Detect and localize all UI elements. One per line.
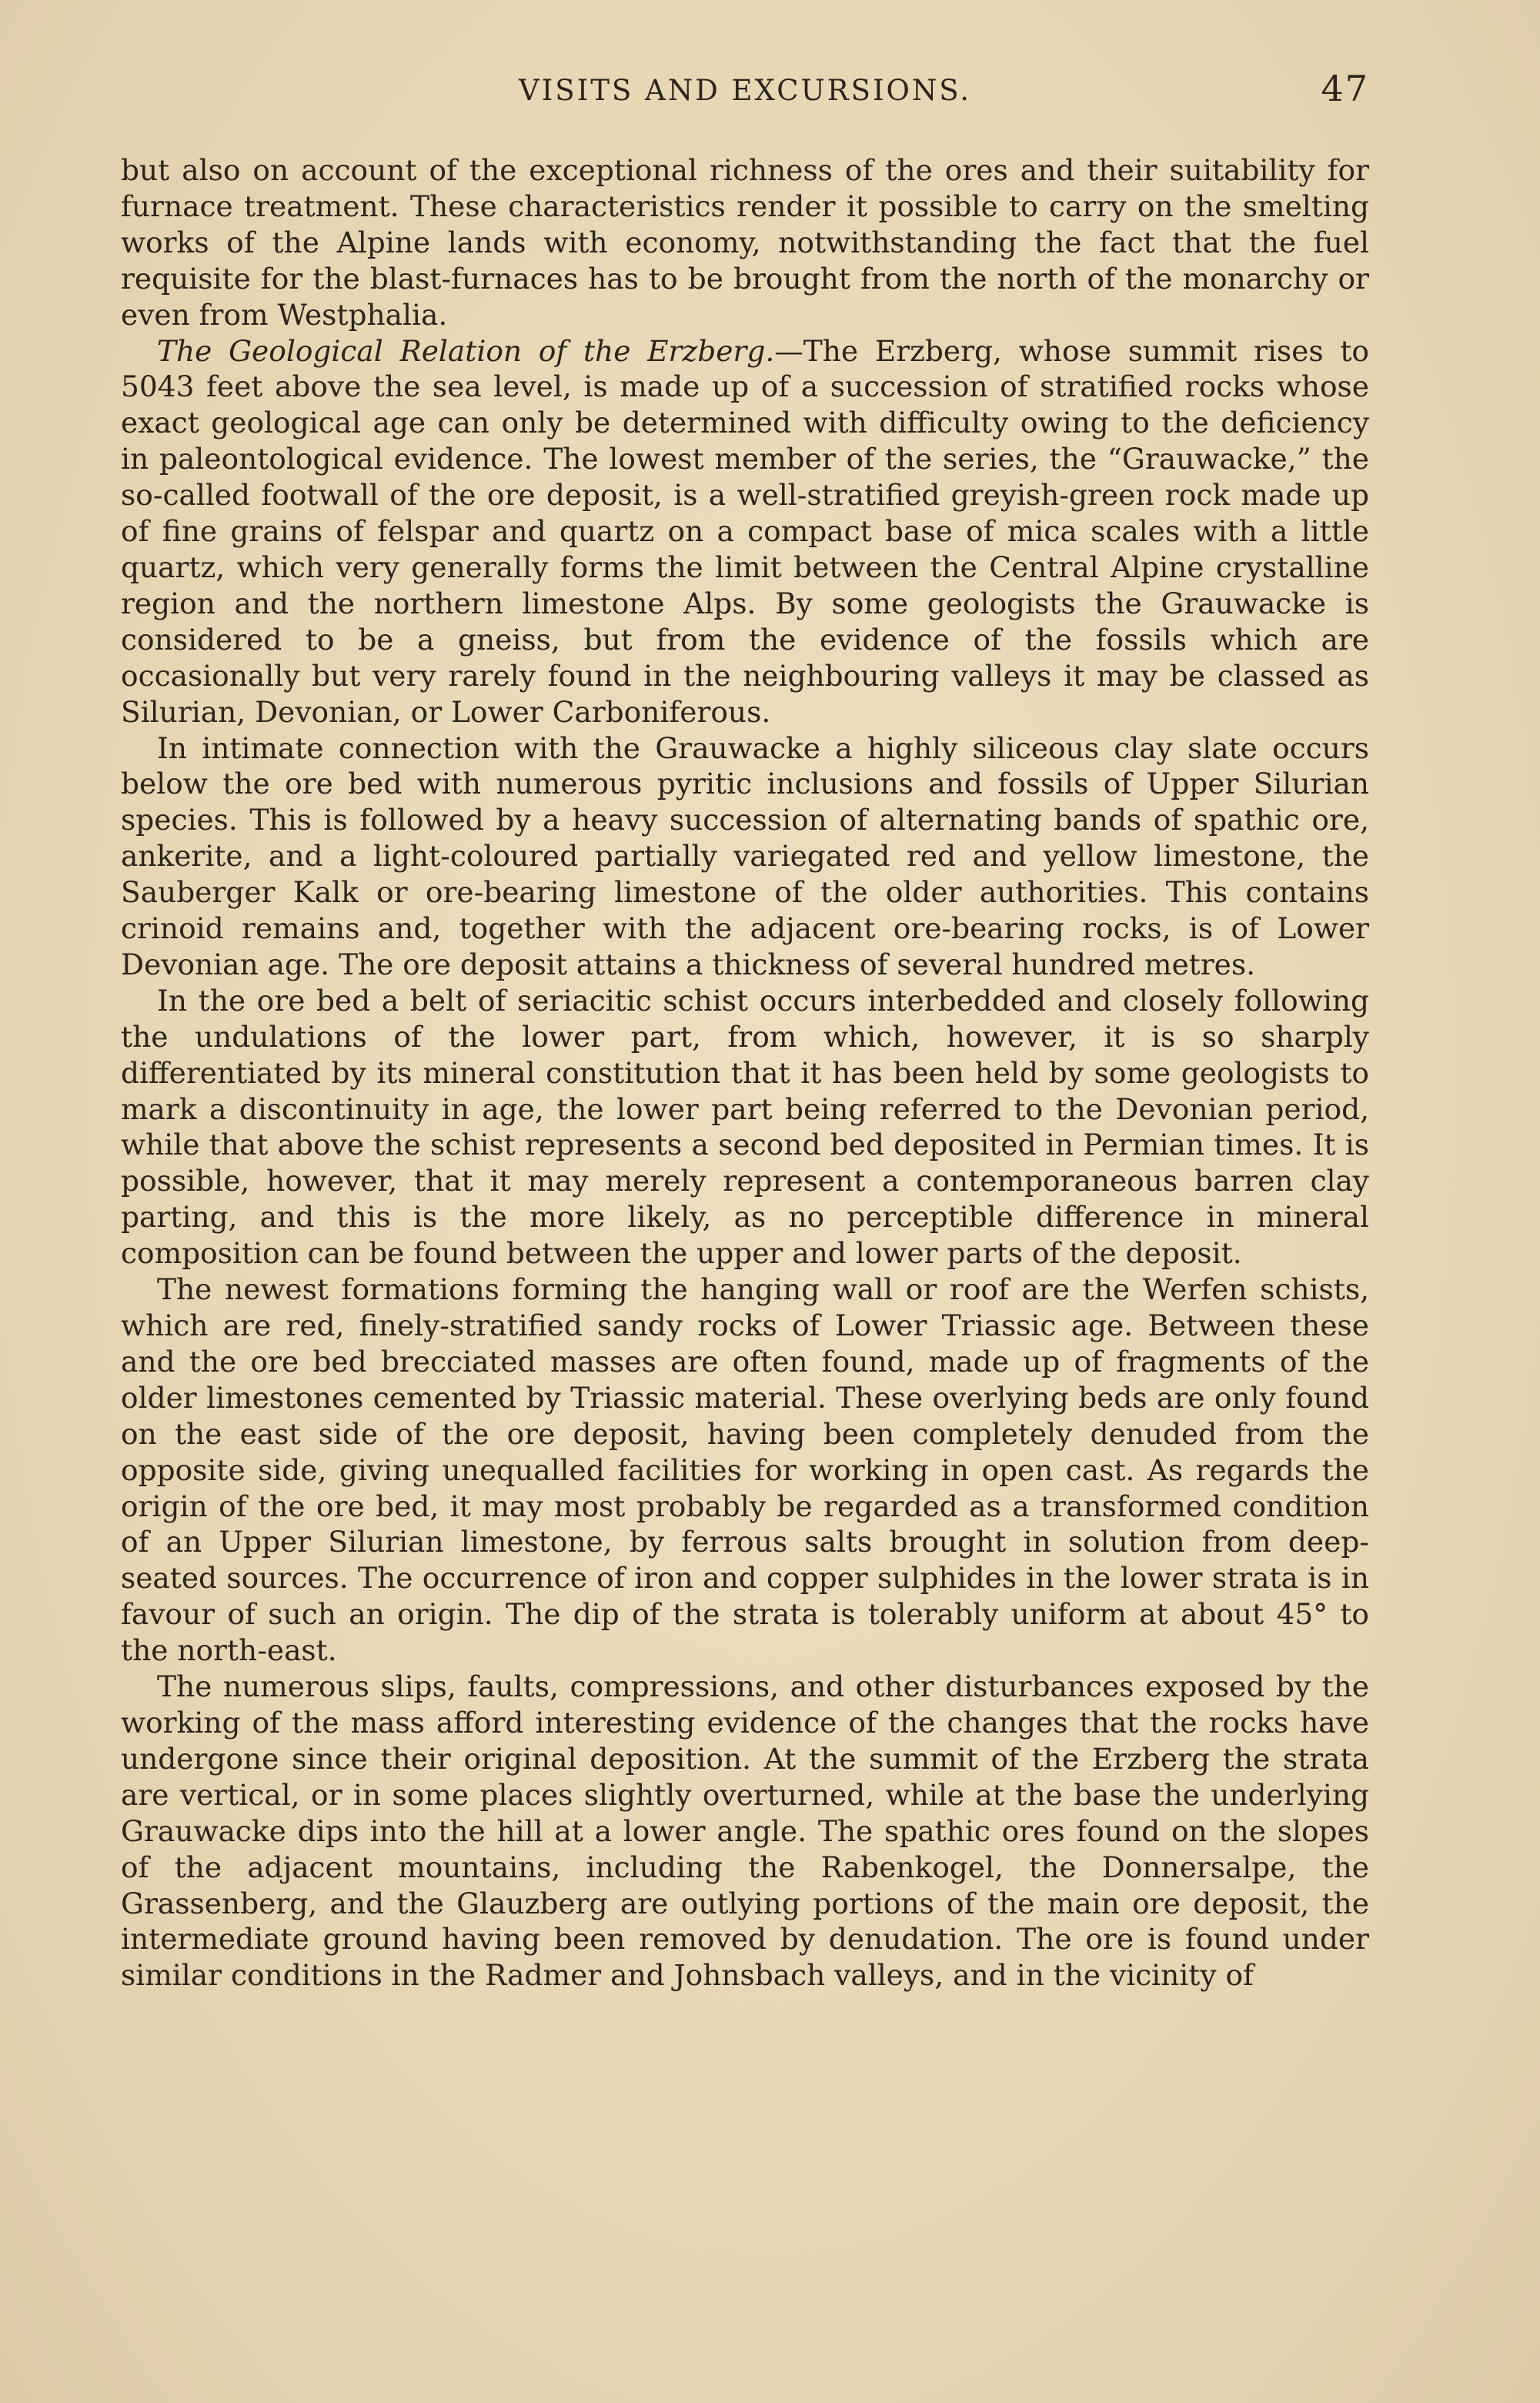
paragraph-text: The numerous slips, faults, compressions, and other disturbances exposed by the working of the mass afford interesting evidence of the changes that the rocks have undergone since their original deposition. At the summit of the Erzberg the strata are vertical, or in some places slightly overturned, while at the base the underlying Grauwacke dips into the hill at a lower angle. The spathic ores found on the slopes of the adjacent mountains, including the Rabenkogel, the Donnersalpe, the Grassenberg, and the Glauzberg are outlying portions of the main ore deposit, the intermediate ground having been removed by denudation. The ore is found under similar conditions in the Radmer and Johnsbach valleys, and in the vicinity of [121,1669,1369,1993]
running-head: VISITS AND EXCURSIONS. [518,74,972,107]
page-number: 47 [1321,68,1369,109]
paragraph-text: The newest formations forming the hanging wall or roof are the Werfen schists, which are red, finely-stratified sandy rocks of Lower Triassic age. Between these and the ore bed brecciated masses are often found, made up of fragments of the older limestones cemented by Triassic material. These overlying beds are only found on the east side of the ore deposit, having been completely denuded from the opposite side, giving unequalled facilities for working in open cast. As regards the origin of the ore bed, it may most probably be regarded as a transformed condition of an Upper Silurian limestone, by ferrous salts brought in solution from deep-seated sources. The occurrence of iron and copper sulphides in the lower strata is in favour of such an origin. The dip of the strata is tolerably uniform at about 45° to the north-east. [121,1272,1369,1668]
paragraph [121,1272,1369,1669]
paragraph-geological-relation [121,333,1369,730]
page-header [121,68,1369,122]
paragraph-text: In intimate connection with the Grauwacke a highly siliceous clay slate occurs below the ore bed with numerous pyritic inclusions and fossils of Upper Silurian species. This is followed by a heavy succession of alternating bands of spathic ore, ankerite, and a light-coloured partially variegated red and yellow limestone, the Sauberger Kalk or ore-bearing limestone of the older authorities. This contains crinoid remains and, together with the adjacent ore-bearing rocks, is of Lower Devonian age. The ore deposit attains a thickness of several hundred metres. [121,730,1369,981]
paragraph [121,983,1369,1272]
paragraph [121,1669,1369,1994]
paragraph-text: In the ore bed a belt of seriacitic schist occurs interbedded and closely following the undulations of the lower part, from which, however, it is so sharply differentiated by its mineral constitution that it has been held by some geologists to mark a discontinuity in age, the lower part being referred to the Devonian period, while that above the schist represents a second bed deposited in Permian times. It is possible, however, that it may merely represent a contemporaneous barren clay parting, and this is the more likely, as no perceptible difference in mineral composition can be found between the upper and lower parts of the deposit. [121,983,1369,1271]
body-text [121,152,1369,2192]
paragraph-text: —The Erzberg, whose summit rises to 5043 feet above the sea level, is made up of a succession of stratified rocks whose exact geological age can only be determined with difficulty owing to the deficiency in paleontological evidence. The lowest member of the series, the “Grauwacke,” the so-called footwall of the ore deposit, is a well-stratified greyish-green rock made up of fine grains of felspar and quartz on a compact base of mica scales with a little quartz, which very generally forms the limit between the Central Alpine crystalline region and the northern limestone Alps. By some geologists the Grauwacke is considered to be a gneiss, but from the evidence of the fossils which are occasionally but very rarely found in the neighbouring valleys it may be classed as Silurian, Devonian, or Lower Carboniferous. [121,333,1369,729]
section-heading: The Geological Relation of the Erzberg. [157,333,775,368]
paragraph-continued [121,152,1369,333]
paragraph-text: but also on account of the exceptional richness of the ores and their suitability for furnace treatment. These characteristics render it possible to carry on the smelting works of the Alpine lands with economy, notwithstanding the fact that the fuel requisite for the blast-furnaces has to be brought from the north of the monarchy or even from Westphalia. [121,153,1369,332]
paragraph [121,730,1369,983]
